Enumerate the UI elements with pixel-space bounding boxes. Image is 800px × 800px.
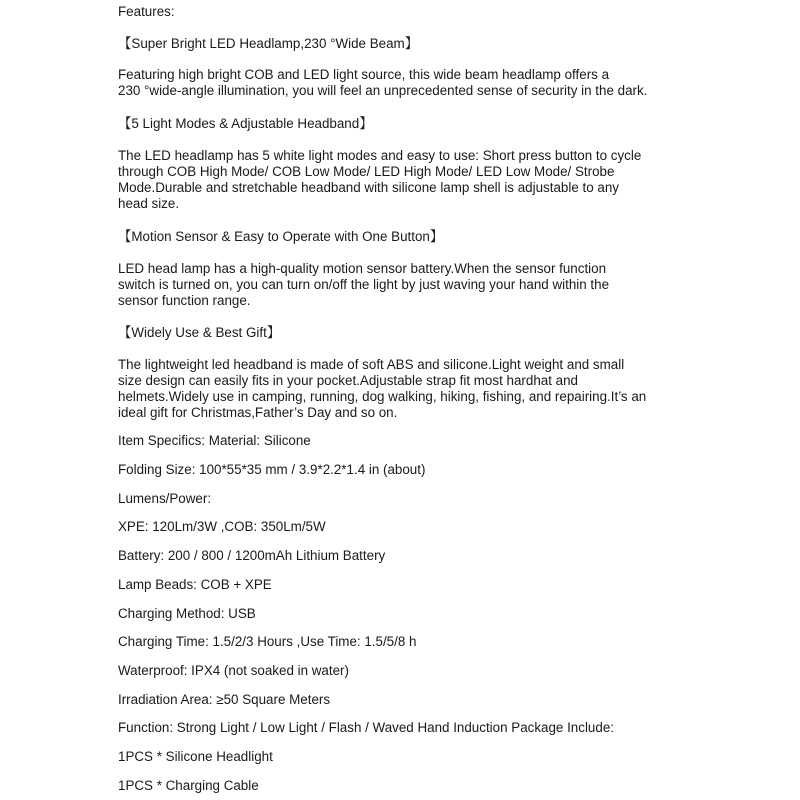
section-body-line: sensor function range. — [118, 293, 251, 308]
section-body-line: switch is turned on, you can turn on/off the light by just waving your hand within the — [118, 277, 610, 292]
spec-item-waterproof: Waterproof: IPX4 (not soaked in water) — [118, 663, 349, 678]
package-item-charging-cable: 1PCS * Charging Cable — [118, 778, 259, 793]
section-body-line: ideal gift for Christmas,Father’s Day and so on. — [118, 405, 398, 420]
section-body-line: LED head lamp has a high-quality motion sensor battery.When the sensor function — [118, 261, 607, 276]
section-body-line: size design can easily fits in your pocket.Adjustable strap fit most hardhat and — [118, 373, 578, 388]
section-heading-light-modes: 【5 Light Modes & Adjustable Headband】 — [118, 116, 373, 131]
section-body-line: through COB High Mode/ COB Low Mode/ LED High Mode/ LED Low Mode/ Strobe — [118, 164, 615, 179]
section-heading-widely-use: 【Widely Use & Best Gift】 — [118, 325, 281, 340]
section-body-line: helmets.Widely use in camping, running, dog walking, hiking, fishing, and repairing.It’s an — [118, 389, 647, 404]
section-body-line: Featuring high bright COB and LED light source, this wide beam headlamp offers a — [118, 67, 610, 82]
section-body-line: 230 °wide-angle illumination, you will feel an unprecedented sense of security in the dark. — [118, 83, 648, 98]
section-heading-super-bright: 【Super Bright LED Headlamp,230 °Wide Beam】 — [118, 36, 419, 51]
spec-item-battery: Battery: 200 / 800 / 1200mAh Lithium Battery — [118, 548, 386, 563]
section-body-line: Mode.Durable and stretchable headband with silicone lamp shell is adjustable to any — [118, 180, 619, 195]
spec-item-charging-time: Charging Time: 1.5/2/3 Hours ,Use Time: 1.5/5/8 h — [118, 634, 417, 649]
spec-item-material: Item Specifics: Material: Silicone — [118, 433, 311, 448]
package-item-headlight: 1PCS * Silicone Headlight — [118, 749, 273, 764]
spec-item-function: Function: Strong Light / Low Light / Flash / Waved Hand Induction Package Include: — [118, 720, 614, 735]
spec-item-lamp-beads: Lamp Beads: COB + XPE — [118, 577, 272, 592]
spec-item-folding-size: Folding Size: 100*55*35 mm / 3.9*2.2*1.4 in (about) — [118, 462, 426, 477]
section-body-line: The LED headlamp has 5 white light modes and easy to use: Short press button to cycle — [118, 148, 642, 163]
section-body-line: head size. — [118, 196, 180, 211]
spec-item-charging-method: Charging Method: USB — [118, 606, 256, 621]
spec-item-irradiation-area: Irradiation Area: ≥50 Square Meters — [118, 692, 331, 707]
features-label: Features: — [118, 4, 175, 19]
section-heading-motion-sensor: 【Motion Sensor & Easy to Operate with One Button】 — [118, 229, 444, 244]
section-body-line: The lightweight led headband is made of soft ABS and silicone.Light weight and small — [118, 357, 625, 372]
spec-item-xpe-cob: XPE: 120Lm/3W ,COB: 350Lm/5W — [118, 519, 326, 534]
spec-item-lumens-power: Lumens/Power: — [118, 491, 212, 506]
